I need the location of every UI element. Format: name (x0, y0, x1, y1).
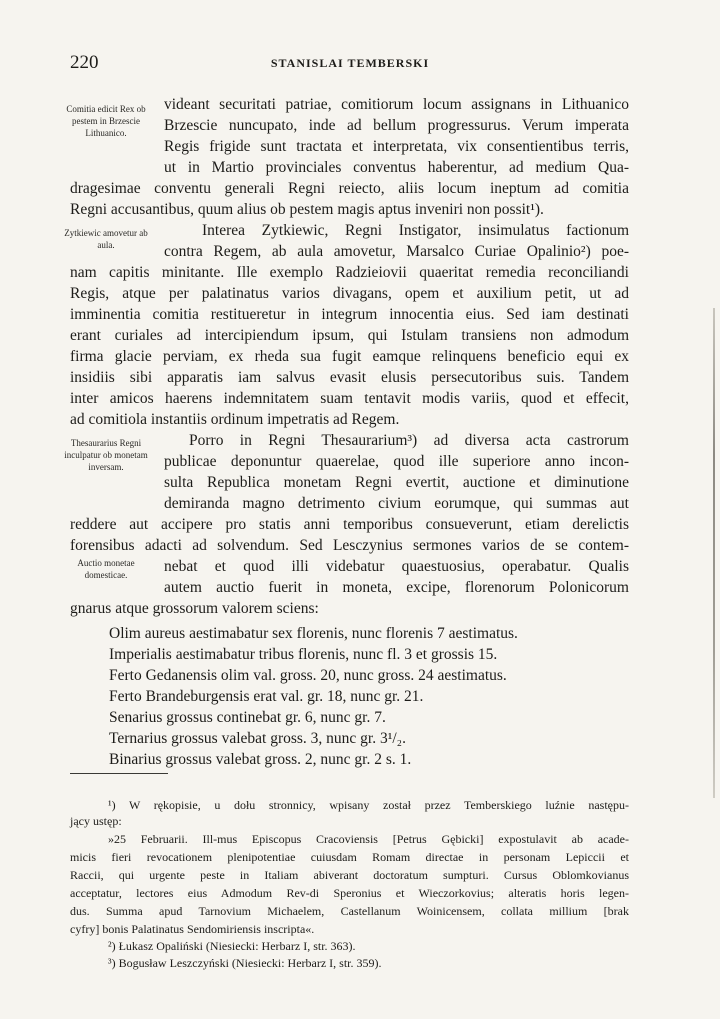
page-number: 220 (70, 52, 99, 73)
text-line: erant curiales ad intercipiendum ipsum, qui Istulam transiens non admodum (70, 327, 629, 344)
text-line: contra Regem, ab aula amovetur, Marsalco Curiae Opalinio²) poe- (164, 243, 629, 260)
text-line: ad comitiola instantiis ordinum impetratis ad Regem. (70, 411, 400, 428)
margin-note: Comitia edicit Rex ob pestem in Brzescie Lithuanico. (66, 104, 146, 138)
list-item: Ferto Brandeburgensis erat val. gr. 18, nunc gr. 21. (109, 688, 424, 705)
text-line: videant securitati patriae, comitiorum locum assignans in Lithuanico (164, 96, 629, 113)
text-line: forensibus adacti ad solvendum. Sed Lesczynius sermones varios de se contem- (70, 537, 629, 554)
list-item: Senarius grossus continebat gr. 6, nunc gr. 7. (109, 709, 386, 726)
footnote-line: dus. Summa apud Tarnovium Michaelem, Castellanum Woinicensem, collata millium [brak (70, 904, 629, 918)
list-item: Ternarius grossus valebat gross. 3, nunc gr. 3¹/₂. (109, 730, 406, 747)
page-header (70, 52, 630, 76)
text-line: nam capitis minitante. Ille exemplo Radzieiovii quaeritat remedia reconciliandi (70, 264, 629, 281)
footnote-line: ¹) W rękopisie, u dołu stronnicy, wpisany został przez Temberskiego luźnie następu- (108, 798, 629, 812)
footnote-line: »25 Februarii. Ill-mus Episcopus Cracoviensis [Petrus Gębicki] expostulavit ab acade- (108, 832, 629, 846)
text-line: Interea Zytkiewic, Regni Instigator, insimulatus factionum (202, 222, 629, 239)
footnote-divider (70, 773, 168, 774)
text-line: inter amicos haerens indemnitatem suam tentavit modis variis, quod et effecit, (70, 390, 629, 407)
margin-note: Zytkiewic amovetur ab aula. (64, 228, 148, 250)
text-line: reddere aut accipere pro statis anni temporibus consueverunt, etiam derelictis (70, 516, 629, 533)
text-line: Regis frigide sunt tractata et interpretata, vix consentientibus terris, (164, 138, 629, 155)
margin-note: Thesaurarius Regni inculpatur ob monetam inversam. (64, 438, 148, 472)
margin-note: Auctio monetae domesticae. (77, 558, 135, 580)
footnote-line: acceptatur, lectores eius Admodum Rev-di Speronius et Wieczorkovius; alteratis horis legen- (70, 886, 629, 900)
text-line: sulta Republica monetam Regni evertit, auctione et diminutione (164, 474, 629, 491)
footnote-line: Raccii, qui urgente peste in Italiam abiverant doctoratum sumpturi. Cursus Oblomkovianus (70, 868, 629, 882)
text-line: nebat et quod illi videbatur quaestuosius, operabatur. Qualis (164, 558, 629, 575)
footnote-line: ³) Bogusław Leszczyński (Niesiecki: Herbarz I, str. 359). (108, 956, 382, 970)
text-line: demiranda magno detrimento civium eorumque, qui summas aut (164, 495, 629, 512)
footnote-line: cyfry] bonis Palatinatus Sendomiriensis inscripta«. (70, 922, 315, 936)
text-line: autem auctio fuerit in moneta, excipe, florenorum Polonicorum (164, 579, 629, 596)
text-line: gnarus atque grossorum valorem sciens: (70, 600, 319, 617)
text-line: ut in Martio provinciales conventus haberentur, ad medium Qua- (164, 159, 629, 176)
list-item: Olim aureus aestimabatur sex florenis, nunc florenis 7 aestimatus. (109, 625, 518, 642)
page-edge-shadow (713, 308, 715, 798)
list-item: Binarius grossus valebat gross. 2, nunc gr. 2 s. 1. (109, 751, 412, 768)
text-line: Regni accusantibus, quum alius ob pestem magis aptus inveniri non possit¹). (70, 201, 544, 218)
footnote-line: ²) Łukasz Opaliński (Niesiecki: Herbarz I, str. 363). (108, 939, 356, 953)
footnote-line: micis fieri revocationem plenipotentiae cuiusdam Romam directae in personam Lepiccii et (70, 850, 629, 864)
text-line: firma glacie perviam, ex rheda sua fugit eamque relinquens beneficio equi ex (70, 348, 629, 365)
footnote-line: jący ustęp: (70, 814, 122, 828)
running-title: STANISLAI TEMBERSKI (270, 56, 430, 70)
text-line: Porro in Regni Thesaurarium³) ad diversa acta castrorum (189, 432, 629, 449)
text-line: publicae deponuntur quaerelae, quod ille superiore anno incon- (164, 453, 629, 470)
list-item: Ferto Gedanensis olim val. gross. 20, nunc gross. 24 aestimatus. (109, 667, 507, 684)
list-item: Imperialis aestimabatur tribus florenis, nunc fl. 3 et grossis 15. (109, 646, 498, 663)
text-line: dragesimae conventu generali Regni reiecto, aliis locum ineptum ad comitia (70, 180, 629, 197)
text-line: imminentia comitia restitueretur in integrum innocentia eius. Sed iam destinati (70, 306, 629, 323)
text-line: Brzescie nuncupato, inde ad bellum progressurus. Verum imperata (164, 117, 629, 134)
text-line: insidiis sibi apparatis iam salvus evasit elusis persecutoribus suis. Tandem (70, 369, 629, 386)
text-line: Regis, atque per palatinatus varios divagans, opem et auxilium petit, ut ad (70, 285, 629, 302)
